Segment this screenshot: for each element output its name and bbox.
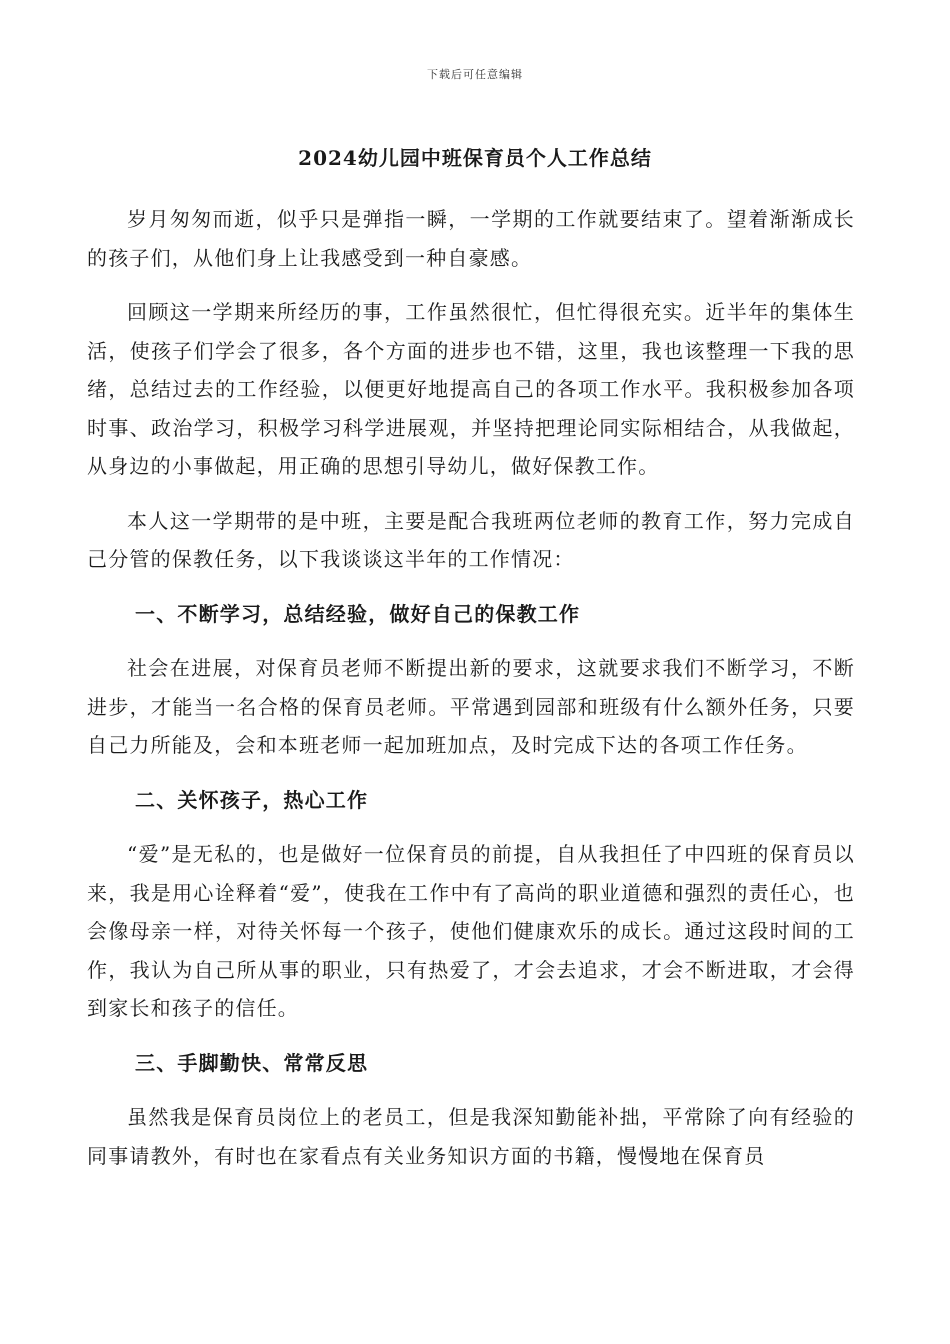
paragraph-section-2: “爱”是无私的，也是做好一位保育员的前提，自从我担任了中四班的保育员以来，我是用心诠释着“爱”，使我在工作中有了高尚的职业道德和强烈的责任心，也会像母亲一样，对待关怀每一个孩子，使他们健康欢乐的成长。通过这段时间的工作，我认为自己所从事的职业，只有热爱了，才会去追求，才会不断进取，才会得到家长和孩子的信任。 (87, 842, 855, 1020)
paragraph-review: 回顾这一学期来所经历的事，工作虽然很忙，但忙得很充实。近半年的集体生活，使孩子们学会了很多，各个方面的进步也不错，这里，我也该整理一下我的思绪，总结过去的工作经验，以便更好地提高自己的各项工作水平。我积极参加各项时事、政治学习，积极学习科学进展观，并坚持把理论同实际相结合，从我做起，从身边的小事做起，用正确的思想引导幼儿，做好保教工作。 (87, 300, 855, 478)
paragraph-section-3: 虽然我是保育员岗位上的老员工，但是我深知勤能补拙，平常除了向有经验的同事请教外，有时也在家看点有关业务知识方面的书籍，慢慢地在保育员 (87, 1105, 855, 1168)
section-heading-3: 三、手脚勤快、常常反思 (135, 1050, 369, 1075)
section-heading-2: 二、关怀孩子，热心工作 (135, 787, 369, 812)
header-note: 下载后可任意编辑 (427, 68, 523, 81)
document-body (87, 200, 855, 1191)
document-title: 2024幼儿园中班保育员个人工作总结 (298, 146, 652, 170)
paragraph-intro: 岁月匆匆而逝，似乎只是弹指一瞬，一学期的工作就要结束了。望着渐渐成长的孩子们，从他们身上让我感受到一种自豪感。 (87, 207, 855, 270)
paragraph-overview: 本人这一学期带的是中班，主要是配合我班两位老师的教育工作，努力完成自己分管的保教任务，以下我谈谈这半年的工作情况： (87, 508, 855, 571)
paragraph-section-1: 社会在进展，对保育员老师不断提出新的要求，这就要求我们不断学习，不断进步，才能当一名合格的保育员老师。平常遇到园部和班级有什么额外任务，只要自己力所能及，会和本班老师一起加班加点，及时完成下达的各项工作任务。 (87, 656, 855, 757)
section-heading-1: 一、不断学习，总结经验，做好自己的保教工作 (135, 601, 581, 626)
